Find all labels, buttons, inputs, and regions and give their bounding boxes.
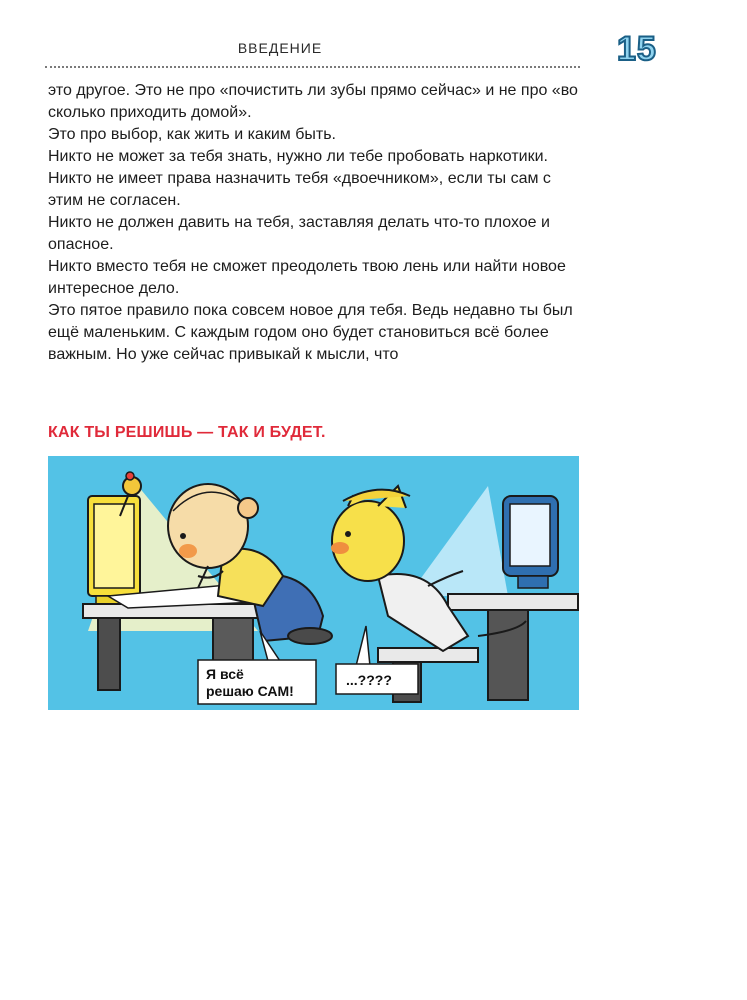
monitor-left [88, 496, 140, 604]
paragraph: Никто вместо тебя не сможет преодолеть твою лень или найти новое интересное дело. [48, 258, 566, 297]
cartoon-illustration [48, 456, 579, 710]
header-divider [45, 66, 580, 68]
paragraph: Никто не может за тебя знать, нужно ли тебе пробовать наркотики. [48, 148, 548, 165]
speech-bubble-left-text [206, 666, 294, 700]
paragraph: Никто не должен давить на тебя, заставляя делать что-то плохое и опасное. [48, 214, 550, 253]
speech-bubble-right-text: ...???? [346, 672, 392, 688]
paragraph: Никто не имеет права назначить тебя «двоечником», если ты сам с этим не согласен. [48, 170, 551, 209]
bubble-text-line: Я всё [206, 666, 244, 682]
paragraph: Это пятое правило пока совсем новое для тебя. Ведь недавно ты был ещё маленьким. С каждым годом оно будет становиться всё более важным. Но уже сейчас привыкай к мысли, что [48, 302, 573, 363]
monitor-right [503, 496, 558, 588]
body-text [48, 80, 588, 366]
cartoon-scene [48, 456, 579, 710]
running-head: ВВЕДЕНИЕ [237, 40, 323, 56]
slogan: КАК ТЫ РЕШИШЬ — ТАК И БУДЕТ. [48, 424, 326, 441]
bubble-text-line: решаю САМ! [206, 683, 294, 699]
paragraph: это другое. Это не про «почистить ли зубы прямо сейчас» и не про «во сколько приходить домой». [48, 82, 578, 121]
page-number: 15 [617, 30, 657, 68]
paragraph: Это про выбор, как жить и каким быть. [48, 126, 336, 143]
